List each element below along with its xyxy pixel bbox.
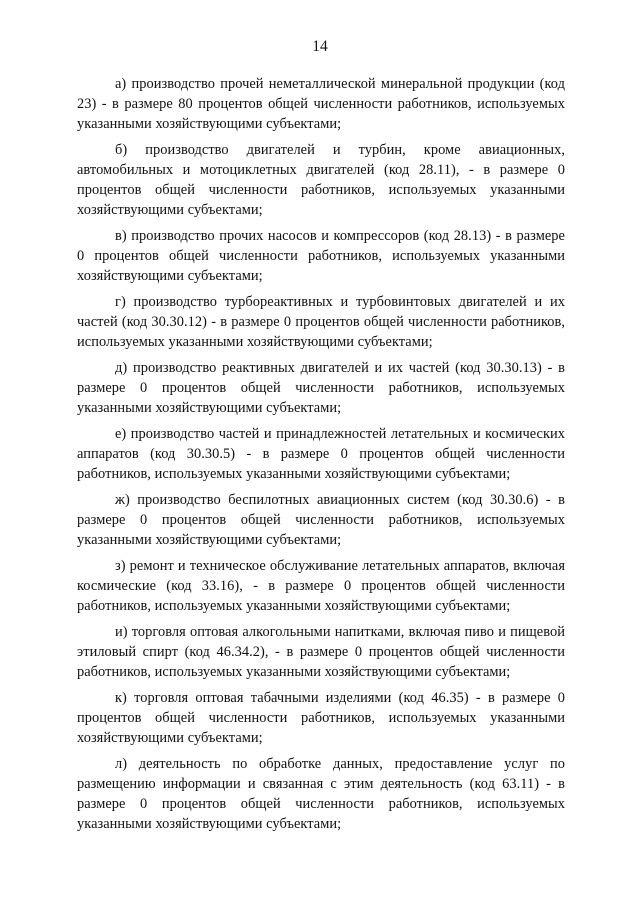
list-item-z: з) ремонт и техническое обслуживание летательных аппаратов, включая космические (код 33.16), - в размере 0 процентов общей численности работников, используемых указанными хозяйствующими субъектами; bbox=[77, 558, 565, 614]
list-item-a: а) производство прочей неметаллической минеральной продукции (код 23) - в размере 80 процентов общей численности работников, используемых указанными хозяйствующими субъектами; bbox=[77, 76, 565, 132]
list-item-k: к) торговля оптовая табачными изделиями (код 46.35) - в размере 0 процентов общей численности работников, используемых указанными хозяйствующими субъектами; bbox=[77, 690, 565, 746]
list-item-i: и) торговля оптовая алкогольными напитками, включая пиво и пищевой этиловый спирт (код 46.34.2), - в размере 0 процентов общей численности работников, используемых указанными хозяйствующими субъектами; bbox=[77, 624, 565, 680]
document-body bbox=[77, 74, 565, 840]
list-item-zh: ж) производство беспилотных авиационных систем (код 30.30.6) - в размере 0 процентов общей численности работников, используемых указанными хозяйствующими субъектами; bbox=[77, 492, 565, 548]
list-item-g: г) производство турбореактивных и турбовинтовых двигателей и их частей (код 30.30.12) - в размере 0 процентов общей численности работников, используемых указанными хозяйствующими субъектами; bbox=[77, 294, 565, 350]
list-item-b: б) производство двигателей и турбин, кроме авиационных, автомобильных и мотоциклетных двигателей (код 28.11), - в размере 0 процентов общей численности работников, используемых указанными хозяйствующими субъектами; bbox=[77, 142, 565, 218]
list-item-v: в) производство прочих насосов и компрессоров (код 28.13) - в размере 0 процентов общей численности работников, используемых указанными хозяйствующими субъектами; bbox=[77, 228, 565, 284]
list-item-e: е) производство частей и принадлежностей летательных и космических аппаратов (код 30.30.5) - в размере 0 процентов общей численности работников, используемых указанными хозяйствующими субъектами; bbox=[77, 426, 565, 482]
list-item-l: л) деятельность по обработке данных, предоставление услуг по размещению информации и связанная с этим деятельность (код 63.11) - в размере 0 процентов общей численности работников, используемых указанными хозяйствующими субъектами; bbox=[77, 756, 565, 832]
page-number: 14 bbox=[312, 38, 328, 55]
list-item-d: д) производство реактивных двигателей и их частей (код 30.30.13) - в размере 0 процентов общей численности работников, используемых указанными хозяйствующими субъектами; bbox=[77, 360, 565, 416]
